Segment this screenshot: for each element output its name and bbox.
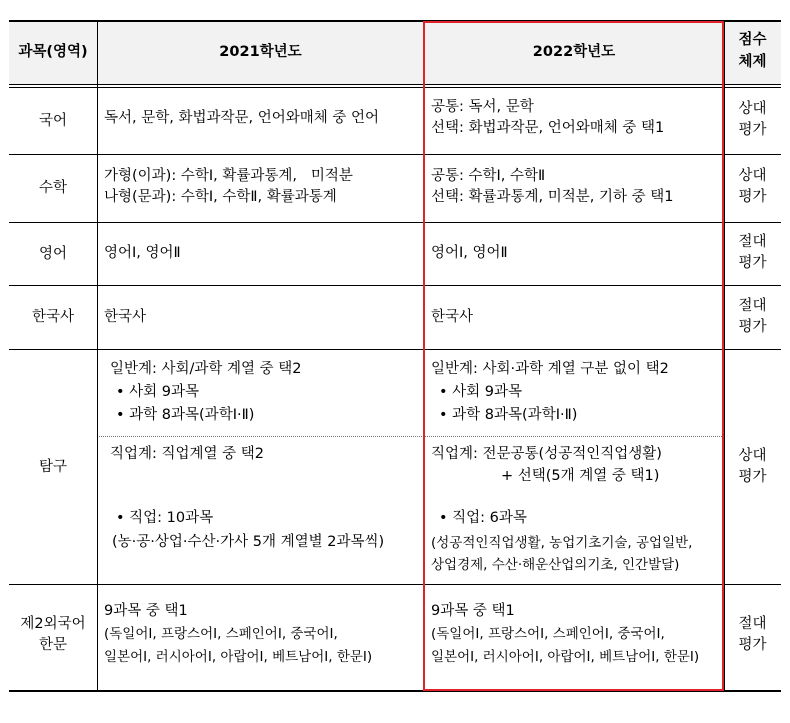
inquiry-2022-vocational-line2: + 선택(5개 계열 중 택1) bbox=[501, 468, 660, 484]
foreign-2021-line3: 일본어Ⅰ, 러시아어Ⅰ, 아랍어Ⅰ, 베트남어Ⅰ, 한문Ⅰ) bbox=[104, 649, 373, 665]
math-2022 bbox=[431, 166, 673, 208]
inquiry-score-line2: 평가 bbox=[738, 469, 767, 485]
korean-2022-line2: 선택: 화법과작문, 언어와매체 중 택1 bbox=[431, 120, 665, 136]
header-2022: 2022학년도 bbox=[532, 44, 616, 60]
col-rule-subject bbox=[97, 20, 98, 692]
math-2021-line1: 가형(이과): 수학Ⅰ, 확률과통계, 미적분 bbox=[104, 168, 353, 184]
foreign-2022-line3: 일본어Ⅰ, 러시아어Ⅰ, 아랍어Ⅰ, 베트남어Ⅰ, 한문Ⅰ) bbox=[431, 649, 700, 665]
math-score-line1: 상대 bbox=[738, 168, 767, 184]
inquiry-2022-general-title: 일반계: 사회·과학 계열 구분 없이 택2 bbox=[431, 361, 669, 377]
header-score-line1: 점수 bbox=[738, 32, 767, 48]
inquiry-2021-general-bullet2: • 과학 8과목(과학Ⅰ·Ⅱ) bbox=[116, 407, 255, 423]
english-score-line1: 절대 bbox=[738, 234, 767, 250]
math-2022-line2: 선택: 확률과통계, 미적분, 기하 중 택1 bbox=[431, 189, 674, 205]
history-2022: 한국사 bbox=[431, 309, 474, 325]
inquiry-2022-vocational-bullet: • 직업: 6과목 bbox=[439, 510, 527, 526]
inquiry-2021-general-bullet1: • 사회 9과목 bbox=[116, 384, 200, 400]
foreign-score bbox=[724, 614, 781, 656]
math-2022-line1: 공통: 수학Ⅰ, 수학Ⅱ bbox=[431, 168, 546, 184]
subject-foreign-line1: 제2외국어 bbox=[20, 616, 86, 632]
inquiry-2022-general-bullet1: • 사회 9과목 bbox=[439, 384, 523, 400]
foreign-score-line1: 절대 bbox=[738, 616, 767, 632]
subject-history: 한국사 bbox=[31, 309, 75, 325]
inquiry-2021-vocational-bullet: • 직업: 10과목 bbox=[116, 510, 214, 526]
subject-foreign-language bbox=[9, 614, 97, 656]
subject-foreign-line2: 한문 bbox=[38, 637, 67, 653]
history-score-line1: 절대 bbox=[738, 298, 767, 314]
inquiry-2021-vocational-note: (농·공·상업·수산·가사 5개 계열별 2과목씩) bbox=[112, 534, 385, 550]
inquiry-2021-general-title: 일반계: 사회/과학 계열 중 택2 bbox=[110, 361, 302, 377]
inquiry-2022-vocational bbox=[431, 443, 662, 487]
subject-math: 수학 bbox=[38, 180, 67, 196]
foreign-2021-line1: 9과목 중 택1 bbox=[104, 603, 188, 619]
english-2022: 영어Ⅰ, 영어Ⅱ bbox=[431, 245, 508, 261]
inquiry-2022-vocational-note1: (성공적인직업생활, 농업기초기술, 공업일반, bbox=[431, 535, 693, 551]
math-score bbox=[724, 166, 781, 208]
english-score bbox=[724, 232, 781, 274]
inquiry-2022-vocational-note bbox=[431, 532, 692, 576]
english-score-line2: 평가 bbox=[738, 255, 767, 271]
korean-score-line2: 평가 bbox=[738, 122, 767, 138]
subject-korean: 국어 bbox=[38, 112, 67, 129]
foreign-2021-line2: (독일어Ⅰ, 프랑스어Ⅰ, 스페인어Ⅰ, 중국어Ⅰ, bbox=[104, 626, 338, 642]
inquiry-2022-vocational-note2: 상업경제, 수산·해운산업의기초, 인간발달) bbox=[431, 557, 680, 573]
inquiry-2021-general bbox=[110, 358, 302, 427]
korean-2022 bbox=[431, 97, 664, 139]
foreign-2022-line1: 9과목 중 택1 bbox=[431, 603, 515, 619]
inquiry-2021-vocational-title: 직업계: 직업계열 중 택2 bbox=[110, 446, 265, 462]
inquiry-2022-general-bullet2: • 과학 8과목(과학Ⅰ·Ⅱ) bbox=[439, 407, 578, 423]
header-score-system bbox=[724, 29, 781, 73]
history-2021: 한국사 bbox=[104, 309, 147, 325]
foreign-2022-line2: (독일어Ⅰ, 프랑스어Ⅰ, 스페인어Ⅰ, 중국어Ⅰ, bbox=[431, 626, 665, 642]
korean-2021: 독서, 문학, 화법과작문, 언어와매체 중 언어 bbox=[104, 110, 379, 126]
inquiry-2022-general bbox=[431, 358, 669, 427]
english-2021: 영어Ⅰ, 영어Ⅱ bbox=[104, 245, 181, 261]
foreign-2022 bbox=[431, 600, 699, 669]
math-2021-line2: 나형(문과): 수학Ⅰ, 수학Ⅱ, 확률과통계 bbox=[104, 189, 337, 205]
inquiry-score bbox=[724, 446, 781, 488]
korean-score bbox=[724, 99, 781, 141]
korean-score-line1: 상대 bbox=[738, 101, 767, 117]
subject-english: 영어 bbox=[38, 245, 67, 262]
history-score bbox=[724, 296, 781, 338]
foreign-score-line2: 평가 bbox=[738, 637, 767, 653]
subject-inquiry: 탐구 bbox=[38, 458, 67, 475]
history-score-line2: 평가 bbox=[738, 319, 767, 335]
korean-2022-line1: 공통: 독서, 문학 bbox=[431, 99, 534, 115]
math-score-line2: 평가 bbox=[738, 189, 767, 205]
inquiry-score-line1: 상대 bbox=[738, 448, 767, 464]
inquiry-2022-vocational-line1: 직업계: 전문공통(성공적인직업생활) bbox=[431, 446, 662, 462]
header-2021: 2021학년도 bbox=[219, 44, 302, 60]
math-2021 bbox=[104, 166, 353, 208]
header-score-line2: 체제 bbox=[738, 54, 767, 70]
foreign-2021 bbox=[104, 600, 372, 669]
header-subject: 과목(영역) bbox=[18, 44, 88, 60]
